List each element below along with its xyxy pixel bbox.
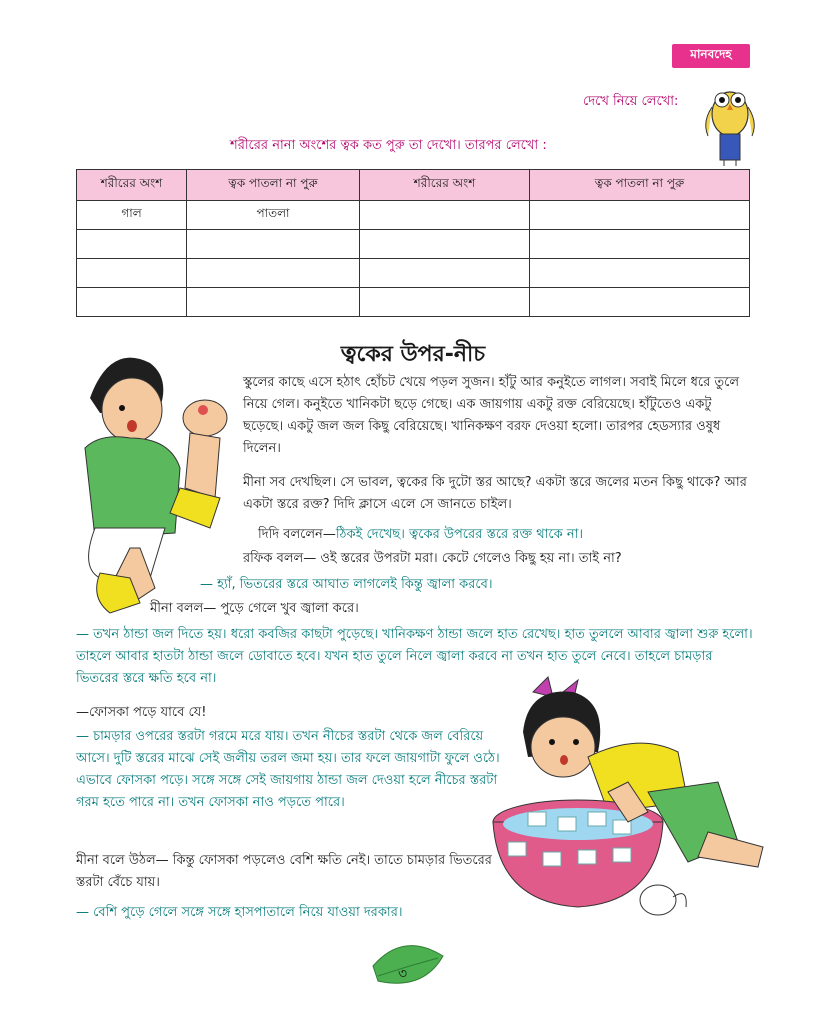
table-cell[interactable] [530, 288, 750, 317]
story-paragraph: — বেশি পুড়ে গেলে সঙ্গে সঙ্গে হাসপাতালে নিয়ে যাওয়া দরকার। [76, 905, 403, 920]
story-paragraph: স্কুলের কাছে এসে হঠাৎ হোঁচট খেয়ে পড়ল সুজন। হাঁটু আর কনুইতে লাগল। সবাই মিলে ধরে তুলে নিয়ে গেল। কনুইতে খানিকটা ছড়ে গেছে। এক জায়গায় একটু রক্ত বেরিয়েছে। হাঁটুতেও একটু ছড়েছে। একটু জল জল কিছু বেরিয়েছে। খানিকক্ষণ বরফ দেওয়া হলো। তারপর হেডস্যার ওষুধ দিলেন। [243, 375, 740, 456]
table-cell[interactable] [187, 259, 360, 288]
skin-thickness-table [76, 169, 750, 317]
table-cell[interactable] [360, 259, 530, 288]
table-cell[interactable] [360, 201, 530, 230]
table-row [77, 259, 750, 288]
table-cell: পাতলা [187, 201, 360, 230]
table-row [77, 201, 750, 230]
table-row [77, 230, 750, 259]
table-cell[interactable] [187, 230, 360, 259]
story-paragraph: — হ্যাঁ, ভিতরের স্তরে আঘাত লাগলেই কিন্তু জ্বালা করবে। [200, 577, 493, 592]
table-instruction: শরীরের নানা অংশের ত্বক কত পুরু তা দেখো। তারপর লেখো : [230, 138, 547, 153]
dialogue-text: ঠিকই দেখেছ। ত্বকের উপরের স্তরে রক্ত থাকে না। [335, 527, 584, 542]
table-cell[interactable] [77, 259, 187, 288]
table-cell[interactable] [77, 230, 187, 259]
speaker-text: দিদি বললেন— [258, 527, 336, 542]
story-paragraph: রফিক বলল— ওই স্তরের উপরটা মরা। কেটে গেলেও কিছু হয় না। তাই না? [243, 551, 622, 566]
story-paragraph [258, 524, 758, 546]
story-paragraph: —ফোসকা পড়ে যাবে যে! [76, 705, 207, 720]
table-cell[interactable] [360, 288, 530, 317]
table-cell[interactable] [530, 230, 750, 259]
header-skin-thickness: ত্বক পাতলা না পুরু [530, 170, 750, 201]
story-paragraph: — চামড়ার ওপরের স্তরটা গরমে মরে যায়। তখন নীচের স্তরটা থেকে জল বেরিয়ে আসে। দুটি স্তরের মাঝে সেই জলীয় তরল জমা হয়। তার ফলে জায়গাটা ফুলে ওঠে। এভাবে ফোসকা পড়ে। সঙ্গে সঙ্গে সেই জায়গায় ঠান্ডা জল দেওয়া হলে নীচের স্তরটা গরম হতে পারে না। তখন ফোসকা নাও পড়তে পারে। [76, 729, 500, 810]
girl-ice-bowl-illustration [488, 672, 773, 927]
table-cell[interactable] [77, 288, 187, 317]
story-paragraph: মীনা বলল— পুড়ে গেলে খুব জ্বালা করে। [150, 601, 359, 616]
leaf-icon [368, 936, 448, 996]
header-skin-thickness: ত্বক পাতলা না পুরু [187, 170, 360, 201]
table-cell[interactable] [530, 259, 750, 288]
table-cell[interactable] [530, 201, 750, 230]
table-cell[interactable] [360, 230, 530, 259]
chapter-tag: মানবদেহ [672, 44, 750, 68]
table-row [77, 288, 750, 317]
table-cell[interactable] [187, 288, 360, 317]
owl-illustration [700, 72, 760, 167]
story-paragraph: — তখন ঠান্ডা জল দিতে হয়। ধরো কবজির কাছটা পুড়েছে। খানিকক্ষণ ঠান্ডা জলে হাত রেখেছ। হাত তুললে আবার জ্বালা শুরু হলো। তাহলে আবার হাতটা ঠান্ডা জলে ডোবাতে হবে। যখন হাত তুলে নিলে জ্বালা করবে না তখন হাত তুলে নেবে। তাহলে চামড়ার ভিতরের স্তরে ক্ষতি হবে না। [76, 627, 753, 686]
story-paragraph: মীনা সব দেখছিল। সে ভাবল, ত্বকের কি দুটো স্তর আছে? একটা স্তরে জলের মতন কিছু থাকে? আর একটা স্তরে রক্ত? দিদি ক্লাসে এলে সে জানতে চাইল। [243, 475, 747, 512]
table-cell: গাল [77, 201, 187, 230]
section-title: ত্বকের উপর-নীচ [340, 342, 486, 367]
write-prompt: দেখে নিয়ে লেখো: [583, 94, 679, 109]
header-body-part: শরীরের অংশ [360, 170, 530, 201]
story-paragraph: মীনা বলে উঠল— কিন্তু ফোসকা পড়লেও বেশি ক্ষতি নেই। তাতে চামড়ার ভিতরের স্তরটা বেঁচে যায়। [76, 853, 492, 890]
header-body-part: শরীরের অংশ [77, 170, 187, 201]
page-number: ৩ [398, 966, 408, 982]
